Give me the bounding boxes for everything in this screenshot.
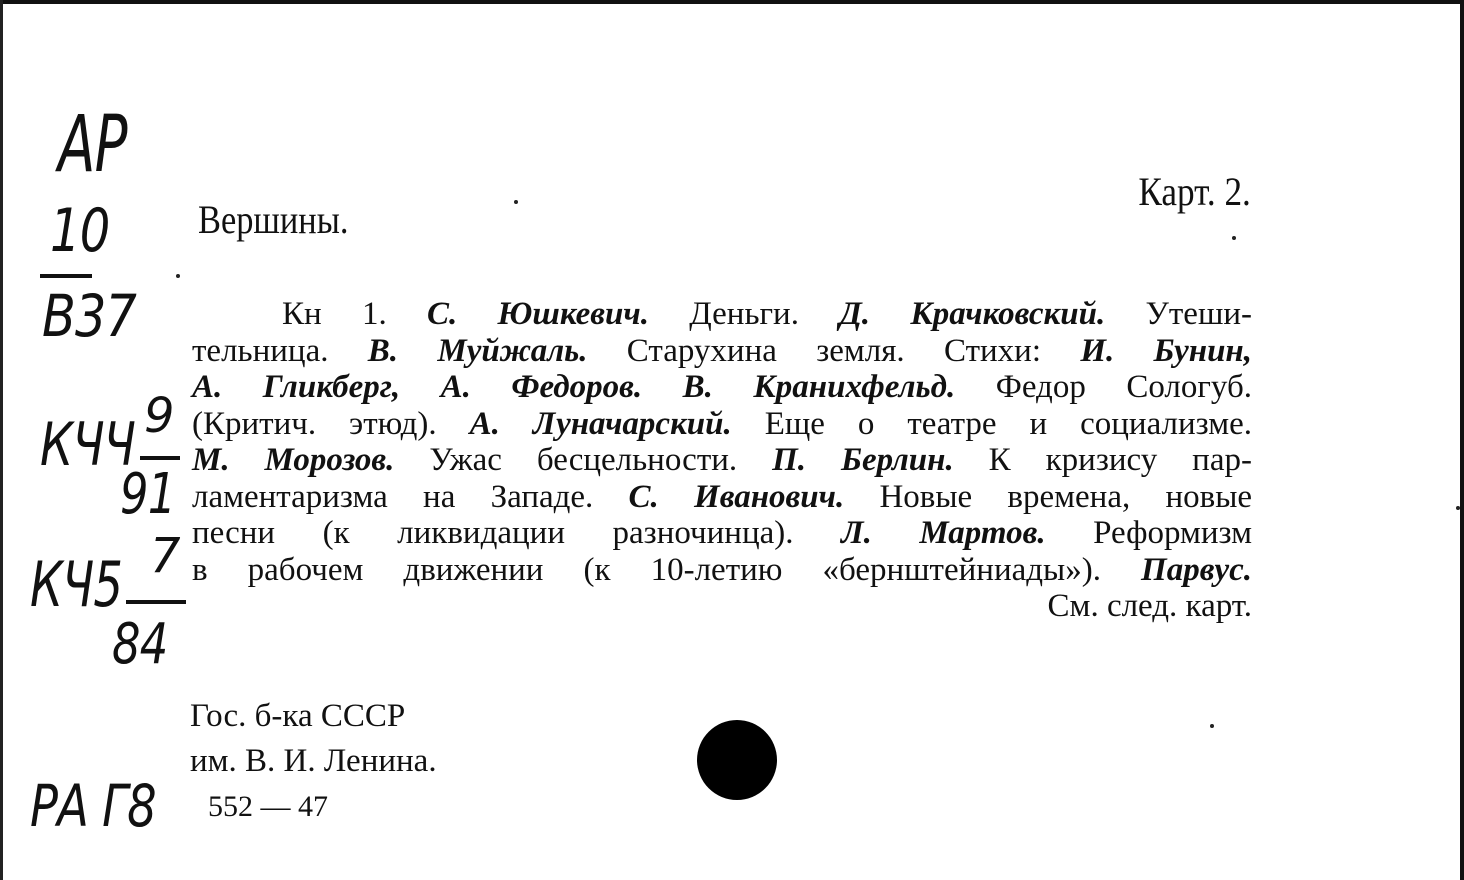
shelf-mark-author: B37 bbox=[42, 282, 137, 350]
imprint bbox=[190, 694, 437, 829]
continued-note: См. след. карт. bbox=[1047, 588, 1252, 624]
contents-line bbox=[192, 442, 1252, 479]
contents-line bbox=[192, 369, 1252, 406]
shelf-mark-class-2-divider bbox=[126, 600, 186, 604]
shelf-mark-class-1-divider bbox=[140, 456, 180, 460]
author-name: С. Иванович. bbox=[628, 478, 845, 515]
card-top-edge bbox=[0, 0, 1464, 4]
contents-text: К кризису пар- bbox=[953, 442, 1252, 478]
card-right-edge bbox=[1460, 0, 1464, 880]
speck bbox=[1456, 506, 1460, 510]
author-name: М. Морозов. bbox=[192, 442, 395, 478]
card-punch-hole bbox=[697, 720, 777, 800]
contents-text: Еще о театре и социализме. bbox=[731, 405, 1253, 442]
author-name: Парвус. bbox=[1141, 551, 1252, 588]
contents-text: Старухина земля. Стихи: bbox=[587, 332, 1081, 369]
speck bbox=[1210, 724, 1214, 728]
contents-lines bbox=[192, 296, 1252, 588]
contents-line bbox=[192, 479, 1252, 516]
shelf-mark-class-2-numerator: 7 bbox=[150, 528, 180, 584]
contents-line bbox=[192, 552, 1252, 589]
imprint-line-2: им. В. И. Ленина. bbox=[190, 743, 437, 779]
author-name: И. Бунин, bbox=[1080, 332, 1253, 369]
speck bbox=[176, 274, 180, 278]
contents-text: Реформизм bbox=[1045, 515, 1252, 551]
shelf-mark-number: 10 bbox=[50, 196, 110, 266]
contents-text: Новые времена, новые bbox=[844, 478, 1253, 515]
contents-text: Федор Сологуб. bbox=[955, 369, 1252, 405]
author-name: А. Луначарский. bbox=[469, 405, 732, 442]
contents-text: (Критич. этюд). bbox=[192, 405, 470, 442]
shelf-mark-class-1-numerator: 9 bbox=[144, 388, 174, 444]
contents-text: Кн 1. bbox=[282, 296, 427, 332]
shelf-mark-collection: AP bbox=[58, 100, 127, 190]
card-number: Карт. 2. bbox=[1138, 169, 1251, 214]
contents-text: тельница. bbox=[192, 332, 368, 369]
contents-text: Утеши- bbox=[1105, 296, 1252, 332]
stamp-code-handwritten: РА Г8 bbox=[30, 772, 156, 840]
contents-text: Ужас бесцельности. bbox=[394, 442, 773, 478]
shelf-mark-divider bbox=[40, 274, 92, 278]
speck bbox=[1232, 236, 1236, 240]
card-title: Вершины. bbox=[198, 197, 349, 242]
contents-line bbox=[192, 333, 1252, 370]
contents-line bbox=[192, 406, 1252, 443]
contents-line bbox=[192, 515, 1252, 552]
author-name: П. Берлин. bbox=[772, 442, 954, 478]
shelf-mark-class-1-denominator: 91 bbox=[120, 462, 176, 527]
contents-text: Деньги. bbox=[648, 296, 840, 332]
author-name: Д. Крачковский. bbox=[839, 296, 1106, 332]
imprint-code: 552 — 47 bbox=[208, 790, 328, 823]
author-name: С. Юшкевич. bbox=[427, 296, 649, 332]
imprint-line-1: Гос. б-ка СССР bbox=[190, 698, 406, 734]
shelf-mark-class-2-denominator: 84 bbox=[112, 612, 168, 677]
shelf-mark-class-2: КЧ5 bbox=[30, 548, 123, 621]
contents-text: в рабочем движении (к 10-летию «бернштейниады»). bbox=[192, 551, 1142, 588]
shelf-mark-class-1: КЧЧ bbox=[40, 410, 136, 480]
contents-text: ламентаризма на Западе. bbox=[192, 478, 629, 515]
contents-note bbox=[192, 296, 1252, 625]
author-name: А. Гликберг, А. Федоров. В. Кранихфельд. bbox=[192, 369, 956, 405]
speck bbox=[514, 200, 518, 204]
author-name: Л. Мартов. bbox=[841, 515, 1046, 551]
author-name: В. Муйжаль. bbox=[367, 332, 588, 369]
contents-line bbox=[192, 296, 1252, 333]
card-left-edge bbox=[0, 0, 3, 880]
contents-text: песни (к ликвидации разночинца). bbox=[192, 515, 842, 551]
